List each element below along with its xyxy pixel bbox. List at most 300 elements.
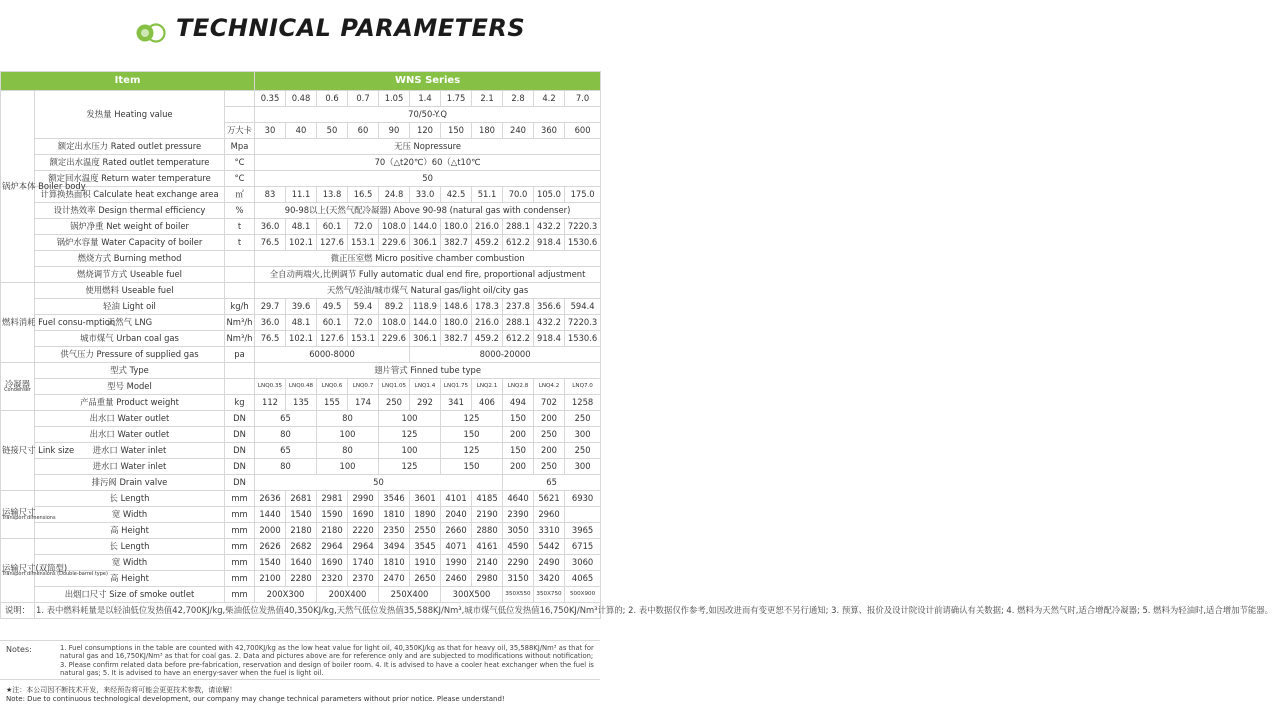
cell: 4065 [565, 571, 601, 587]
footer-en: Note: Due to continuous technological development, our company may change technical parameters without prior notice. Please understand! [6, 695, 505, 704]
row-label: 额定回水温度 Return water temperature [35, 171, 225, 187]
cell: 250 [534, 459, 565, 475]
cell: 2180 [286, 523, 317, 539]
cell: 2626 [255, 539, 286, 555]
row-unit: mm [225, 587, 255, 603]
cell: 105.0 [534, 187, 565, 203]
cell: 100 [317, 459, 379, 475]
row-unit: °C [225, 155, 255, 171]
row-unit: mm [225, 491, 255, 507]
row-unit: mm [225, 523, 255, 539]
row-unit: DN [225, 459, 255, 475]
cell: LNQ2.1 [472, 379, 503, 395]
remark-text: 1. 表中燃料耗量是以轻油低位发热值42,700KJ/kg,柴油低位发热值40,350KJ/kg,天然气低位发热值35,588KJ/Nm³,城市煤气低位发热值16,750KJ/Nm³计算的; 2. 表中数据仅作参考,如因改进而有变更恕不另行通知; 3. 预算、报价及设计院设计前请确认有关数据; 4. 燃料为天然气时,适合增配冷凝器; 5. 燃料为轻油时,适合增加节能器。 [35, 603, 601, 619]
row-unit: DN [225, 411, 255, 427]
cell: 1530.6 [565, 331, 601, 347]
table-row [1, 491, 601, 507]
row-unit: 万大卡 [225, 123, 255, 139]
cell: 76.5 [255, 235, 286, 251]
cell: LNQ1.4 [410, 379, 441, 395]
table-row [1, 411, 601, 427]
parameters-table [0, 71, 1273, 619]
cell: 300 [565, 459, 601, 475]
cell: 2990 [348, 491, 379, 507]
cell: 1690 [348, 507, 379, 523]
table-row [1, 171, 601, 187]
cell: 240 [503, 123, 534, 139]
cell: 102.1 [286, 331, 317, 347]
cell: 153.1 [348, 235, 379, 251]
cell: 2320 [317, 571, 348, 587]
cell: 0.35 [255, 91, 286, 107]
cell: 150 [441, 427, 503, 443]
cell: 全自动两端火,比例调节 Fully automatic dual end fire, proportional adjustment [255, 267, 601, 283]
cell: 3546 [379, 491, 410, 507]
table-row [1, 139, 601, 155]
table-row [1, 507, 601, 523]
cell: 200 [534, 443, 565, 459]
cell: 59.4 [348, 299, 379, 315]
row-unit: mm [225, 555, 255, 571]
row-label: 供气压力 Pressure of supplied gas [35, 347, 225, 363]
footer [6, 686, 596, 705]
cell: 36.0 [255, 315, 286, 331]
cell: 3310 [534, 523, 565, 539]
category-boiler-body: 锅炉本体 Boiler body [1, 91, 35, 283]
cell: 2550 [410, 523, 441, 539]
cell: 1.4 [410, 91, 441, 107]
cell: 1640 [286, 555, 317, 571]
cell: 100 [379, 443, 441, 459]
cell: 80 [255, 427, 317, 443]
cell: 3601 [410, 491, 441, 507]
cell: 39.6 [286, 299, 317, 315]
row-label: 型号 Model [35, 379, 225, 395]
cell: 33.0 [410, 187, 441, 203]
page-header [0, 0, 600, 66]
cell: 494 [503, 395, 534, 411]
table-row [1, 603, 601, 619]
cell: 2880 [472, 523, 503, 539]
cell: 3545 [410, 539, 441, 555]
row-label: 长 Length [35, 491, 225, 507]
table-header-row [1, 72, 601, 91]
row-unit: Nm³/h [225, 315, 255, 331]
cell: 3150 [503, 571, 534, 587]
cell: 7220.3 [565, 219, 601, 235]
cell: 112 [255, 395, 286, 411]
cell: 70（△t20℃）60（△t10℃ [255, 155, 601, 171]
cell: LNQ7.0 [565, 379, 601, 395]
cell: 200 [503, 427, 534, 443]
table-row [1, 219, 601, 235]
cell: 150 [441, 459, 503, 475]
cell: 918.4 [534, 331, 565, 347]
cell: 1690 [317, 555, 348, 571]
category-link-size: 链接尺寸 Link size [1, 411, 35, 491]
table-row [1, 363, 601, 379]
row-label: 锅炉水容量 Water Capacity of boiler [35, 235, 225, 251]
cell: 0.48 [286, 91, 317, 107]
cell: 2981 [317, 491, 348, 507]
cell: 1530.6 [565, 235, 601, 251]
table-row [1, 539, 601, 555]
row-label: 额定出水温度 Rated outlet temperature [35, 155, 225, 171]
row-label: 发热量 Heating value [35, 91, 225, 139]
cell: 2370 [348, 571, 379, 587]
cell: 150 [441, 123, 472, 139]
cell: 80 [317, 411, 379, 427]
cell: 3420 [534, 571, 565, 587]
cell: 108.0 [379, 219, 410, 235]
table-row [1, 203, 601, 219]
cell: 306.1 [410, 331, 441, 347]
cell: 50 [255, 475, 503, 491]
cell: 382.7 [441, 235, 472, 251]
cell: LNQ1.75 [441, 379, 472, 395]
cell: 288.1 [503, 315, 534, 331]
cell: 2140 [472, 555, 503, 571]
table-row [1, 91, 601, 107]
row-label: 型式 Type [35, 363, 225, 379]
cell: 65 [503, 475, 601, 491]
footer-cn: ★注：本公司因不断技术开发，来经预告将可能会更更技术参数，请谅解！ [6, 686, 237, 694]
cell: 51.1 [472, 187, 503, 203]
cell: 1890 [410, 507, 441, 523]
cell: LNQ0.35 [255, 379, 286, 395]
table-row [1, 299, 601, 315]
cell: LNQ1.05 [379, 379, 410, 395]
cell: 144.0 [410, 219, 441, 235]
cell: 2280 [286, 571, 317, 587]
cell: 288.1 [503, 219, 534, 235]
row-label: 轻油 Light oil [35, 299, 225, 315]
row-unit: DN [225, 475, 255, 491]
cell: 432.2 [534, 219, 565, 235]
cell: 80 [255, 459, 317, 475]
cell: 11.1 [286, 187, 317, 203]
cell: 216.0 [472, 315, 503, 331]
cell: 翅片管式 Finned tube type [255, 363, 601, 379]
cell: 125 [379, 459, 441, 475]
cell: 148.6 [441, 299, 472, 315]
cell: 2650 [410, 571, 441, 587]
cell: 432.2 [534, 315, 565, 331]
cell: 13.8 [317, 187, 348, 203]
row-label: 进水口 Water inlet [35, 459, 225, 475]
table-row [1, 251, 601, 267]
cell: 237.8 [503, 299, 534, 315]
table-row [1, 347, 601, 363]
cell: 48.1 [286, 219, 317, 235]
table-row [1, 187, 601, 203]
cell: 2.1 [472, 91, 503, 107]
table-row [1, 475, 601, 491]
cell: 1540 [286, 507, 317, 523]
cell: 150 [503, 411, 534, 427]
notes-label: Notes: [6, 645, 32, 654]
cell: 6000-8000 [255, 347, 410, 363]
cell: 2490 [534, 555, 565, 571]
cell: 2190 [472, 507, 503, 523]
cell: 175.0 [565, 187, 601, 203]
table-row [1, 459, 601, 475]
cell: 350X550 [503, 587, 534, 603]
cell: 76.5 [255, 331, 286, 347]
cell: 500X900 [565, 587, 601, 603]
cell: 2.8 [503, 91, 534, 107]
cell: 2682 [286, 539, 317, 555]
cell: 200X400 [317, 587, 379, 603]
row-unit: pa [225, 347, 255, 363]
row-label: 锅炉净重 Net weight of boiler [35, 219, 225, 235]
cell: 48.1 [286, 315, 317, 331]
cell: 6715 [565, 539, 601, 555]
cell: 60.1 [317, 219, 348, 235]
cell: 1740 [348, 555, 379, 571]
cell: LNQ0.7 [348, 379, 379, 395]
row-label: 宽 Width [35, 555, 225, 571]
cell: 2290 [503, 555, 534, 571]
table-row [1, 267, 601, 283]
cell: 3050 [503, 523, 534, 539]
cell: 1910 [410, 555, 441, 571]
cell: 125 [441, 411, 503, 427]
cell: 1540 [255, 555, 286, 571]
cell: 118.9 [410, 299, 441, 315]
cell: 2000 [255, 523, 286, 539]
cell: 108.0 [379, 315, 410, 331]
cell: 200X300 [255, 587, 317, 603]
cell: 100 [379, 411, 441, 427]
cell: 292 [410, 395, 441, 411]
cell: 6930 [565, 491, 601, 507]
cell: 250 [565, 443, 601, 459]
cell: 459.2 [472, 331, 503, 347]
cell: 150 [503, 443, 534, 459]
table-row [1, 283, 601, 299]
cell: 350X750 [534, 587, 565, 603]
cell: 2220 [348, 523, 379, 539]
row-label: 出水口 Water outlet [35, 411, 225, 427]
cell: 180.0 [441, 315, 472, 331]
cell: 70.0 [503, 187, 534, 203]
row-label: 进水口 Water inlet [35, 443, 225, 459]
row-label: 城市煤气 Urban coal gas [35, 331, 225, 347]
cell: 459.2 [472, 235, 503, 251]
cell: 229.6 [379, 235, 410, 251]
cell: 5621 [534, 491, 565, 507]
cell: 60.1 [317, 315, 348, 331]
row-label: 产品重量 Product weight [35, 395, 225, 411]
table-row [1, 331, 601, 347]
category-transport-double: 运输尺寸(双筒型) Transport dimensions (Double-barrel type) [1, 539, 35, 603]
cell: 702 [534, 395, 565, 411]
cell: 2040 [441, 507, 472, 523]
row-label: 出烟口尺寸 Size of smoke outlet [35, 587, 225, 603]
cell: 125 [379, 427, 441, 443]
cell: 2470 [379, 571, 410, 587]
row-unit: °C [225, 171, 255, 187]
row-label: 额定出水压力 Rated outlet pressure [35, 139, 225, 155]
table-row [1, 555, 601, 571]
table-row [1, 587, 601, 603]
cell [565, 507, 601, 523]
cell: 4640 [503, 491, 534, 507]
table-row [1, 427, 601, 443]
cell: 0.6 [317, 91, 348, 107]
cell: 1590 [317, 507, 348, 523]
cell: 250 [379, 395, 410, 411]
cell: 120 [410, 123, 441, 139]
cell: 24.8 [379, 187, 410, 203]
cell: 250X400 [379, 587, 441, 603]
cell: 127.6 [317, 235, 348, 251]
cell: 300 [565, 427, 601, 443]
category-fuel: 燃料消耗 Fuel consu-mption [1, 283, 35, 363]
cell: 102.1 [286, 235, 317, 251]
cell: 600 [565, 123, 601, 139]
notes-text: 1. Fuel consumptions in the table are counted with 42,700KJ/kg as the low heat value for light oil, 40,350KJ/kg as that for heavy oil, 35,588KJ/Nm³ as that for natural gas and 16,750KJ/Nm³ as that for coal gas. 2. Data and pictures above are for reference only and are subjected to modifications without notification; 3. Please confirm related data before pre-fabrication, reservation and design of boiler room. 4. It is advised to have a cooler heat exchanger when the fuel is natural gas; 5. It is advised to have an energy-saver when the fuel is light oil. [60, 644, 594, 677]
cell: 144.0 [410, 315, 441, 331]
cell: 2964 [348, 539, 379, 555]
cell: 406 [472, 395, 503, 411]
cell: LNQ0.6 [317, 379, 348, 395]
cell: 153.1 [348, 331, 379, 347]
cell: 8000-20000 [410, 347, 601, 363]
cell: 90 [379, 123, 410, 139]
cell: 微正压室燃 Micro positive chamber combustion [255, 251, 601, 267]
cell: LNQ0.48 [286, 379, 317, 395]
cell: 4161 [472, 539, 503, 555]
row-unit: kg [225, 395, 255, 411]
cell: 2980 [472, 571, 503, 587]
cell: 2681 [286, 491, 317, 507]
cell: 1440 [255, 507, 286, 523]
cell: 3965 [565, 523, 601, 539]
row-unit [225, 91, 255, 107]
cell: 918.4 [534, 235, 565, 251]
cell: 100 [317, 427, 379, 443]
cell: 65 [255, 411, 317, 427]
cell: 180 [472, 123, 503, 139]
cell: 4590 [503, 539, 534, 555]
row-unit: Mpa [225, 139, 255, 155]
cell: 1810 [379, 555, 410, 571]
cell: 72.0 [348, 219, 379, 235]
cell: 3494 [379, 539, 410, 555]
cell: 1990 [441, 555, 472, 571]
table-row [1, 155, 601, 171]
cell: 250 [565, 411, 601, 427]
cell: LNQ2.8 [503, 379, 534, 395]
cell: 2180 [317, 523, 348, 539]
cell: 2964 [317, 539, 348, 555]
cell: 594.4 [565, 299, 601, 315]
cell: 72.0 [348, 315, 379, 331]
cell: 250 [534, 427, 565, 443]
row-unit: mm [225, 571, 255, 587]
cell: 3060 [565, 555, 601, 571]
cell: 7220.3 [565, 315, 601, 331]
cell: 127.6 [317, 331, 348, 347]
cell: 382.7 [441, 331, 472, 347]
row-label: 宽 Width [35, 507, 225, 523]
cell: 229.6 [379, 331, 410, 347]
cell: 16.5 [348, 187, 379, 203]
row-unit: DN [225, 427, 255, 443]
cell: 50 [317, 123, 348, 139]
cell: 2660 [441, 523, 472, 539]
cell: 65 [255, 443, 317, 459]
cell: 174 [348, 395, 379, 411]
cell: 178.3 [472, 299, 503, 315]
row-unit: DN [225, 443, 255, 459]
cell: 341 [441, 395, 472, 411]
cell: 4071 [441, 539, 472, 555]
cell: 90-98以上(天然气配冷凝器) Above 90-98 (natural gas with condenser) [255, 203, 601, 219]
cell: 42.5 [441, 187, 472, 203]
cell: 30 [255, 123, 286, 139]
row-label: 燃烧方式 Burning method [35, 251, 225, 267]
cell: 7.0 [565, 91, 601, 107]
row-unit: Nm³/h [225, 331, 255, 347]
category-transport: 运输尺寸 Transport dimensions [1, 491, 35, 539]
row-label: 设计热效率 Design thermal efficiency [35, 203, 225, 219]
cell: 180.0 [441, 219, 472, 235]
table-row [1, 443, 601, 459]
table-row [1, 395, 601, 411]
cell: 200 [534, 411, 565, 427]
cell: 135 [286, 395, 317, 411]
cell: 4.2 [534, 91, 565, 107]
category-condenser: 冷凝器 Condenser [1, 363, 35, 411]
cell: 1.75 [441, 91, 472, 107]
cell: 2100 [255, 571, 286, 587]
cell: 360 [534, 123, 565, 139]
row-label: 计算换热面积 Calculate heat exchange area [35, 187, 225, 203]
table-row [1, 379, 601, 395]
cell: 36.0 [255, 219, 286, 235]
cell: 216.0 [472, 219, 503, 235]
cell: 83 [255, 187, 286, 203]
cell: 29.7 [255, 299, 286, 315]
cell: 0.7 [348, 91, 379, 107]
model-code: 70/50-Y.Q [255, 107, 601, 123]
row-unit: t [225, 219, 255, 235]
page-title: TECHNICAL PARAMETERS [176, 14, 526, 42]
cell: 4101 [441, 491, 472, 507]
cell: 356.6 [534, 299, 565, 315]
row-label: 高 Height [35, 571, 225, 587]
cell: 200 [503, 459, 534, 475]
cell: 50 [255, 171, 601, 187]
cell: 80 [317, 443, 379, 459]
row-label: 燃烧调节方式 Useable fuel [35, 267, 225, 283]
cell: 300X500 [441, 587, 503, 603]
cell: 306.1 [410, 235, 441, 251]
notes-block [0, 640, 600, 680]
row-label: 出水口 Water outlet [35, 427, 225, 443]
cell: 1810 [379, 507, 410, 523]
row-unit: t [225, 235, 255, 251]
cell: 2460 [441, 571, 472, 587]
row-unit: kg/h [225, 299, 255, 315]
cell: 2636 [255, 491, 286, 507]
row-label: 长 Length [35, 539, 225, 555]
row-unit: % [225, 203, 255, 219]
cell: 40 [286, 123, 317, 139]
